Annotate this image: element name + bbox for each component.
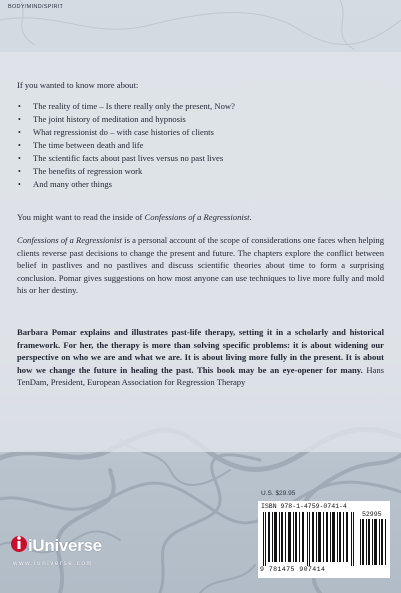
publisher-name: iUniverse [28, 536, 102, 555]
read-more-title: Confessions of a Regressionist [144, 212, 250, 222]
ean-barcode-graphic [261, 512, 357, 566]
price-barcode-graphic [360, 519, 387, 565]
ean-digits: 9 781475 907414 [260, 566, 326, 573]
list-item: • What regressionist do – with case histories of clients [17, 126, 235, 139]
read-more-suffix: . [249, 212, 252, 222]
topic-list [17, 100, 235, 191]
list-item: • The scientific facts about past lives versus no past lives [17, 152, 235, 165]
list-item: • The benefits of regression work [17, 165, 235, 178]
isbn-barcode [258, 501, 390, 578]
list-item: • The joint history of meditation and hypnosis [17, 113, 235, 126]
list-item: • The time between death and life [17, 139, 235, 152]
intro-text: If you wanted to know more about: [17, 80, 139, 90]
publisher-url: www.iuniverse.com [13, 560, 94, 567]
endorsement-quote: Barbara Pomar explains and illustrates past-life therapy, setting it in a scholarly and historical framework. For her, the therapy is more than solving specific problems: it is about widening our perspective on who we are and what we are. It is about living more fully in the present. It is about how we change the future in healing the past. This book may be an eye-opener for many. [17, 327, 384, 375]
description-title: Confessions of a Regressionist [17, 235, 123, 245]
price-code: 52995 [362, 511, 382, 518]
price-label: U.S. $29.95 [261, 490, 296, 497]
book-description [17, 234, 384, 297]
isbn-number: ISBN 978-1-4759-0741-4 [261, 503, 347, 510]
iuniverse-logo-icon [10, 532, 28, 554]
endorsement [17, 326, 384, 389]
read-more-line [17, 212, 252, 222]
endorsement-attribution: Hans TenDam, President, European Association for Regression Therapy [17, 364, 384, 387]
category-label: BODY/MIND/SPIRIT [8, 4, 64, 10]
read-more-prefix: You might want to read the inside of [17, 212, 145, 222]
list-item: • And many other things [17, 178, 235, 191]
description-text: is a personal account of the scope of considerations one faces when helping clients reverse past decisions to change the present and future. The chapters explore the conflict between belief in pastlives and no pastlives and discuss scientific theories about time to form a surprising conclusion. Pomar gives suggestions on how most anyone can use techniques to live more fully and mold his or her destiny. [17, 235, 384, 295]
list-item: • The reality of time – Is there really only the present, Now? [17, 100, 235, 113]
